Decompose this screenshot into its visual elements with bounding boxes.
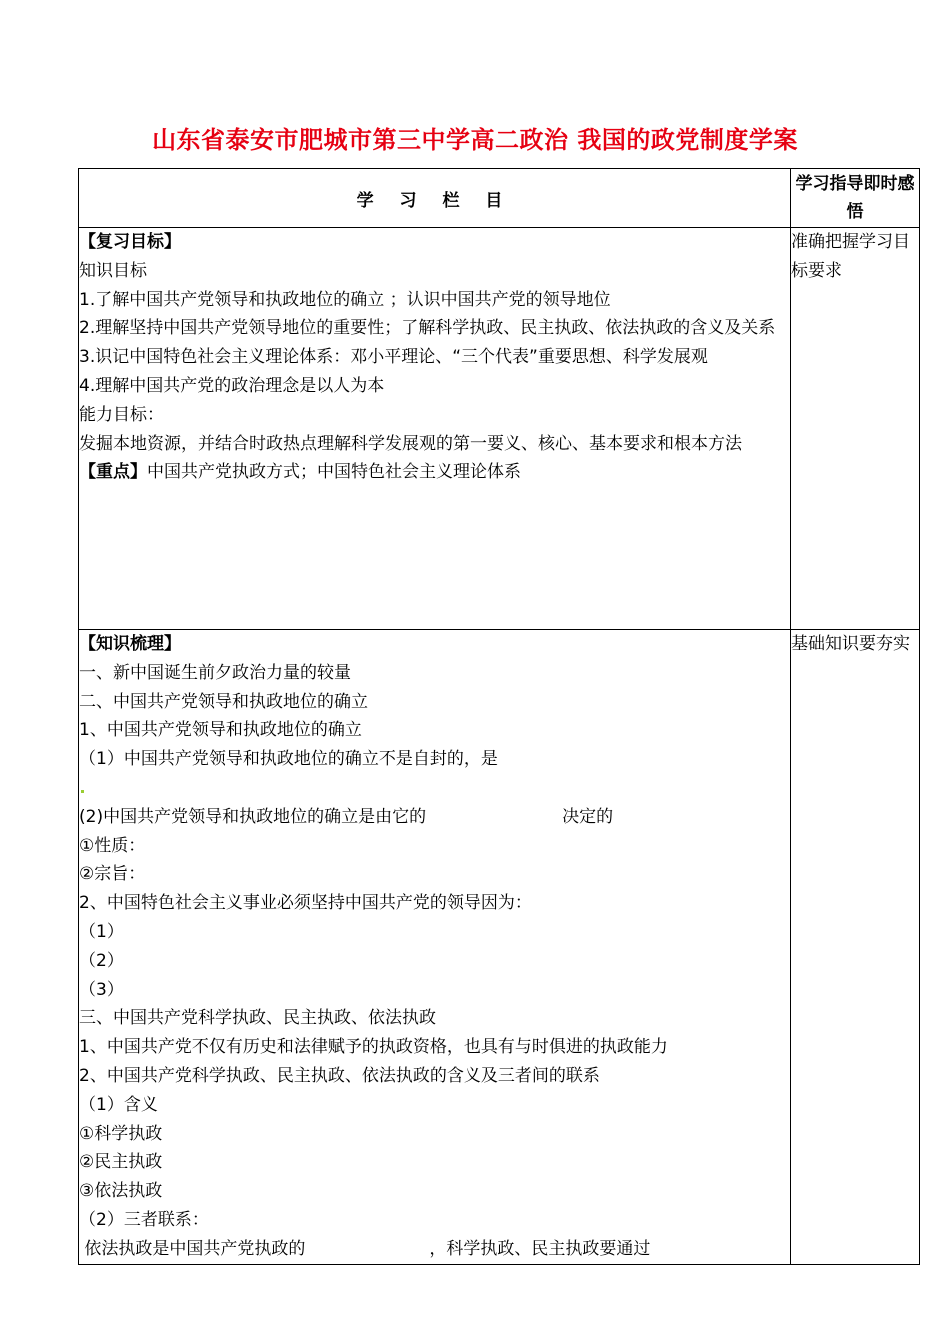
review-goals-cell	[79, 228, 791, 630]
review-line: ①科学执政	[79, 1123, 163, 1144]
review-line: ②宗旨：	[79, 864, 146, 885]
goal-item: 2.理解坚持中国共产党领导地位的重要性；了解科学执政、民主执政、依法执政的含义及关系	[79, 318, 776, 339]
focus-text: 中国共产党执政方式；中国特色社会主义理论体系	[147, 462, 521, 483]
review-line: 2、中国共产党科学执政、民主执政、依法执政的含义及三者间的联系	[79, 1065, 600, 1086]
review-line: 二、中国共产党领导和执政地位的确立	[79, 691, 368, 712]
review-line: ①性质：	[79, 835, 146, 856]
review-line: 1、中国共产党领导和执政地位的确立	[79, 720, 362, 741]
review-line-decided	[79, 803, 790, 832]
review-line: 三、中国共产党科学执政、民主执政、依法执政	[79, 1008, 436, 1029]
goal-item: 1.了解中国共产党领导和执政地位的确立 ；认识中国共产党的领导地位	[79, 289, 611, 310]
focus-line	[79, 458, 790, 487]
decided-text-b: 决定的	[562, 806, 614, 827]
knowledge-review-heading: 【知识梳理】	[79, 634, 181, 654]
review-line: （1）中国共产党领导和执政地位的确立不是自封的，是	[79, 749, 498, 770]
review-line: （2）	[79, 950, 124, 971]
goal-item: 3.识记中国特色社会主义理论体系：邓小平理论、“三个代表”重要思想、科学发展观	[79, 347, 708, 368]
knowledge-review-side-note: 基础知识要夯实	[791, 630, 920, 1265]
review-goals-heading: 【复习目标】	[79, 232, 181, 252]
blank-line	[79, 774, 790, 803]
stray-mark	[81, 790, 84, 793]
last-text-a: 依法执政是中国共产党执政的	[84, 1238, 306, 1259]
review-line: （3）	[79, 979, 124, 1000]
review-line: ②民主执政	[79, 1152, 163, 1173]
header-guidance-column: 学习指导即时感悟	[791, 169, 920, 228]
decided-text-a: (2)中国共产党领导和执政地位的确立是由它的	[79, 806, 427, 827]
last-text-b: ，科学执政、民主执政要通过	[429, 1238, 651, 1259]
review-line: ③依法执政	[79, 1181, 163, 1202]
study-table	[78, 168, 920, 1265]
knowledge-review-cell	[79, 630, 791, 1265]
ability-goals-text: 发掘本地资源，并结合时政热点理解科学发展观的第一要义、核心、基本要求和根本方法	[79, 433, 742, 454]
focus-label: 【重点】	[79, 462, 147, 483]
review-line: （1）含义	[79, 1094, 158, 1115]
knowledge-review-row	[79, 630, 920, 1265]
review-line: 2、中国特色社会主义事业必须坚持中国共产党的领导因为：	[79, 893, 532, 914]
review-line: （2）三者联系：	[79, 1209, 209, 1230]
review-goals-side-note: 准确把握学习目标要求	[791, 228, 920, 630]
review-line: 1、中国共产党不仅有历史和法律赋予的执政资格，也具有与时俱进的执政能力	[79, 1037, 668, 1058]
review-line: 一、新中国诞生前夕政治力量的较量	[79, 662, 351, 683]
review-goals-row	[79, 228, 920, 630]
document-title: 山东省泰安市肥城市第三中学高二政治 我国的政党制度学案	[152, 126, 798, 154]
review-line-last	[79, 1235, 790, 1264]
ability-goals-label: 能力目标：	[79, 404, 164, 425]
knowledge-goals-label: 知识目标	[79, 260, 147, 281]
review-line: （1）	[79, 921, 124, 942]
header-study-column: 学 习 栏 目	[79, 169, 791, 228]
table-header-row	[79, 169, 920, 228]
goal-item: 4.理解中国共产党的政治理念是以人为本	[79, 375, 385, 396]
